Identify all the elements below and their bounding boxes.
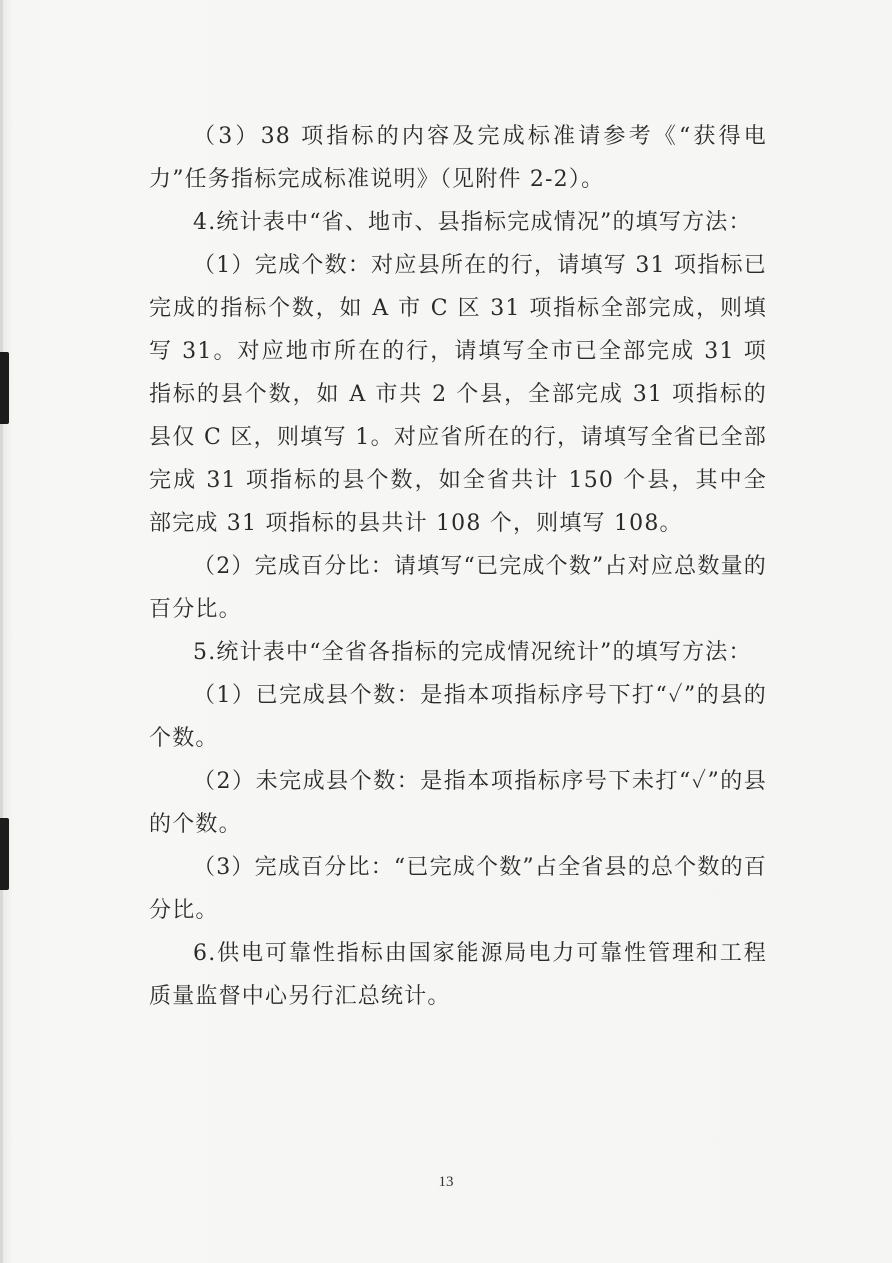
binding-clip-bottom xyxy=(0,818,9,890)
paragraph-5-3-completion-percent: （3）完成百分比：“已完成个数”占全省县的总个数的百分比。 xyxy=(149,855,767,923)
paragraph-5-heading: 5.统计表中“全省各指标的完成情况统计”的填写方法： xyxy=(193,640,752,665)
paragraph-3-reference: （3）38 项指标的内容及完成标准请参考《“获得电力”任务指标完成标准说明》（见附件 2-2）。 xyxy=(149,124,767,192)
document-body xyxy=(149,115,767,1018)
paragraph-6-reliability: 6.供电可靠性指标由国家能源局电力可靠性管理和工程质量监督中心另行汇总统计。 xyxy=(149,941,767,1009)
paragraph-5-1-completed-counties: （1）已完成县个数：是指本项指标序号下打“✓”的县的个数。 xyxy=(149,683,767,751)
binding-clip-top xyxy=(0,352,9,424)
paragraph-4-1-completion-count: （1）完成个数：对应县所在的行，请填写 31 项指标已完成的指标个数，如 A 市 C 区 31 项指标全部完成，则填写 31。对应地市所在的行，请填写全市已全部完成 31 项指标的县个数，如 A 市共 2 个县，全部完成 31 项指标的县仅 C 区，则填写 1。对应省所在的行，请填写全省已全部完成 31 项指标的县个数，如全省共计 150 个县，其中全部完成 31 项指标的县共计 108 个，则填写 108。 xyxy=(149,253,767,536)
page-edge-shadow xyxy=(0,0,3,1263)
paragraph-4-2-completion-percent: （2）完成百分比：请填写“已完成个数”占对应总数量的百分比。 xyxy=(149,554,767,622)
paragraph-4-heading: 4.统计表中“省、地市、县指标完成情况”的填写方法： xyxy=(193,210,752,235)
paragraph-5-2-uncompleted-counties: （2）未完成县个数：是指本项指标序号下未打“✓”的县的个数。 xyxy=(149,769,767,837)
page-number: 13 xyxy=(438,1174,454,1190)
